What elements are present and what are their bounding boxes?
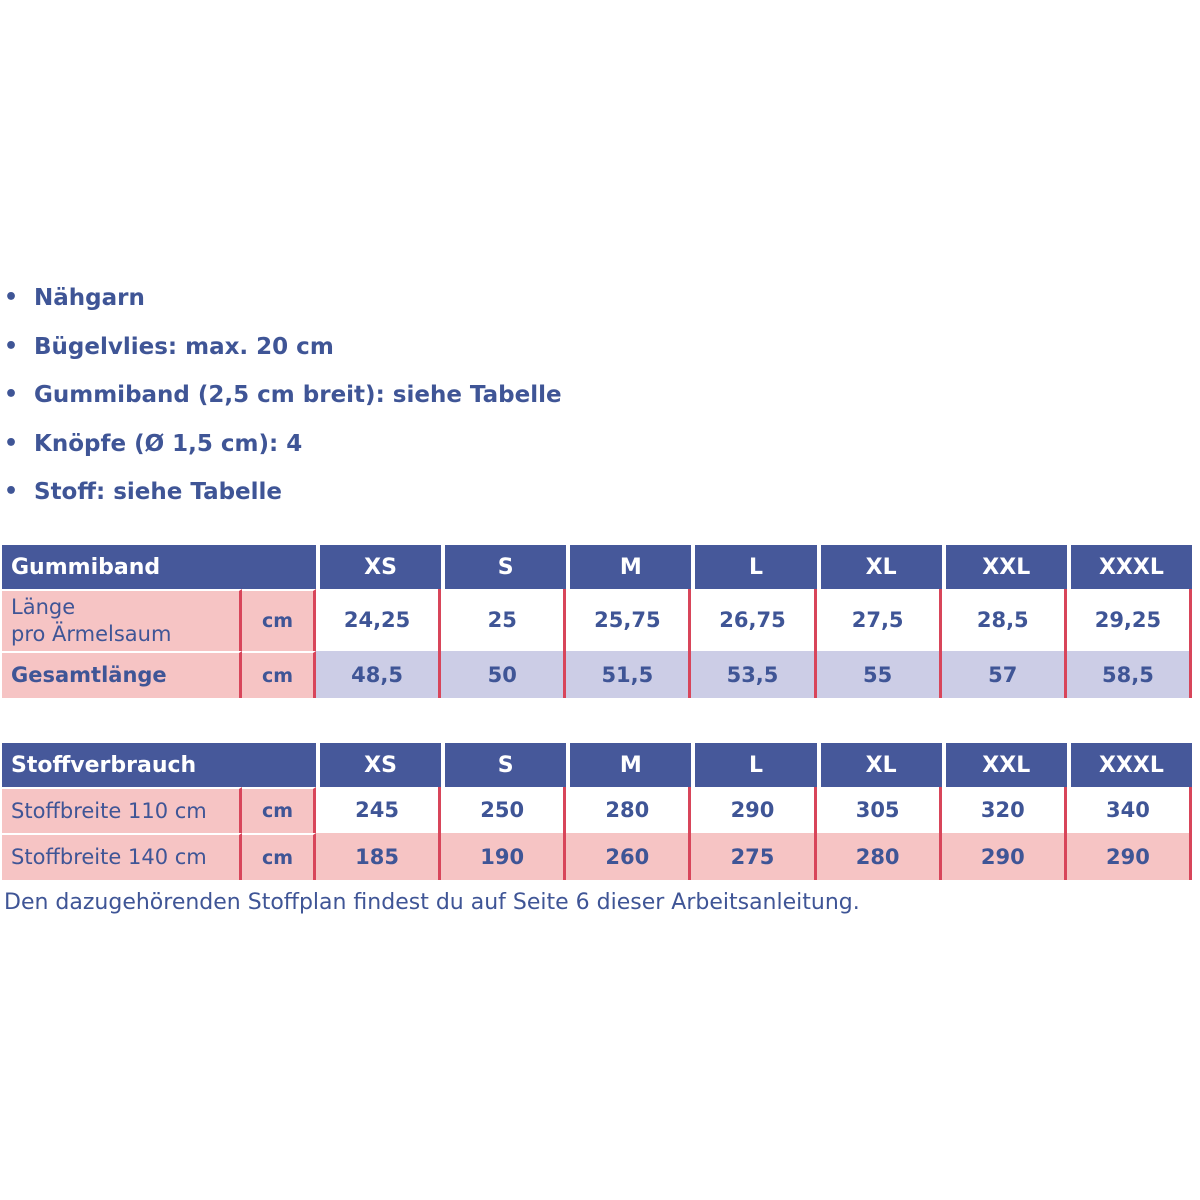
bullet-icon: •	[4, 479, 19, 505]
table-cell: 48,5	[316, 651, 441, 698]
size-header: XXL	[942, 743, 1067, 787]
size-header: M	[566, 545, 691, 589]
table-cell: 25,75	[566, 589, 691, 651]
size-header: XXL	[942, 545, 1067, 589]
material-item	[0, 371, 562, 420]
row-label-line: pro Ärmelsaum	[11, 622, 172, 646]
table-row	[2, 787, 1192, 833]
row-label: Gesamtlänge	[2, 651, 242, 698]
row-unit: cm	[242, 787, 316, 833]
table-cell: 320	[942, 787, 1067, 833]
size-header: XL	[817, 743, 942, 787]
size-header: L	[691, 743, 816, 787]
table-cell: 50	[441, 651, 566, 698]
size-header: XS	[316, 743, 441, 787]
table-cell: 190	[441, 833, 566, 880]
elastic-table	[2, 545, 1192, 698]
table-row	[2, 833, 1192, 880]
material-text: Nähgarn	[34, 285, 145, 311]
material-item	[0, 468, 562, 517]
table-title: Gummiband	[2, 545, 316, 589]
table-header-row	[2, 743, 1192, 787]
bullet-icon: •	[4, 382, 19, 408]
size-header: S	[441, 743, 566, 787]
material-text: Knöpfe (Ø 1,5 cm): 4	[34, 430, 303, 457]
table-cell: 245	[316, 787, 441, 833]
bullet-icon: •	[4, 430, 19, 456]
table-header-row	[2, 545, 1192, 589]
table-cell: 26,75	[691, 589, 816, 651]
material-item	[0, 274, 562, 323]
table-cell: 29,25	[1067, 589, 1192, 651]
row-unit: cm	[242, 651, 316, 698]
table-cell: 275	[691, 833, 816, 880]
table-cell: 290	[942, 833, 1067, 880]
row-label: Stoffbreite 140 cm	[2, 833, 242, 880]
material-item	[0, 420, 562, 469]
table-cell: 185	[316, 833, 441, 880]
size-header: S	[441, 545, 566, 589]
size-header: M	[566, 743, 691, 787]
table-cell: 280	[566, 787, 691, 833]
row-label: Stoffbreite 110 cm	[2, 787, 242, 833]
material-text: Bügelvlies: max. 20 cm	[34, 333, 334, 360]
table-cell: 58,5	[1067, 651, 1192, 698]
table-row	[2, 589, 1192, 651]
table-cell: 24,25	[316, 589, 441, 651]
material-item	[0, 323, 562, 372]
table-cell: 290	[691, 787, 816, 833]
size-header: XXXL	[1067, 545, 1192, 589]
size-header: XL	[817, 545, 942, 589]
row-label	[2, 589, 242, 651]
material-text: Gummiband (2,5 cm breit): siehe Tabelle	[34, 382, 562, 409]
table-cell: 250	[441, 787, 566, 833]
table-row	[2, 651, 1192, 698]
table-cell: 27,5	[817, 589, 942, 651]
row-label-line: Länge	[11, 595, 76, 619]
table-cell: 280	[817, 833, 942, 880]
table-cell: 57	[942, 651, 1067, 698]
table-cell: 25	[441, 589, 566, 651]
fabric-table	[2, 743, 1192, 880]
size-header: XS	[316, 545, 441, 589]
fabric-plan-note: Den dazugehörenden Stoffplan findest du auf Seite 6 dieser Arbeitsanleitung.	[4, 890, 860, 915]
table-cell: 290	[1067, 833, 1192, 880]
table-cell: 51,5	[566, 651, 691, 698]
table-cell: 53,5	[691, 651, 816, 698]
table-cell: 28,5	[942, 589, 1067, 651]
row-unit: cm	[242, 833, 316, 880]
size-header: XXXL	[1067, 743, 1192, 787]
row-unit: cm	[242, 589, 316, 651]
bullet-icon: •	[4, 333, 19, 359]
table-cell: 260	[566, 833, 691, 880]
bullet-icon: •	[4, 285, 19, 310]
materials-list	[0, 274, 562, 517]
table-cell: 340	[1067, 787, 1192, 833]
table-title: Stoffverbrauch	[2, 743, 316, 787]
table-cell: 55	[817, 651, 942, 698]
size-header: L	[691, 545, 816, 589]
material-text: Stoff: siehe Tabelle	[34, 479, 283, 506]
table-cell: 305	[817, 787, 942, 833]
